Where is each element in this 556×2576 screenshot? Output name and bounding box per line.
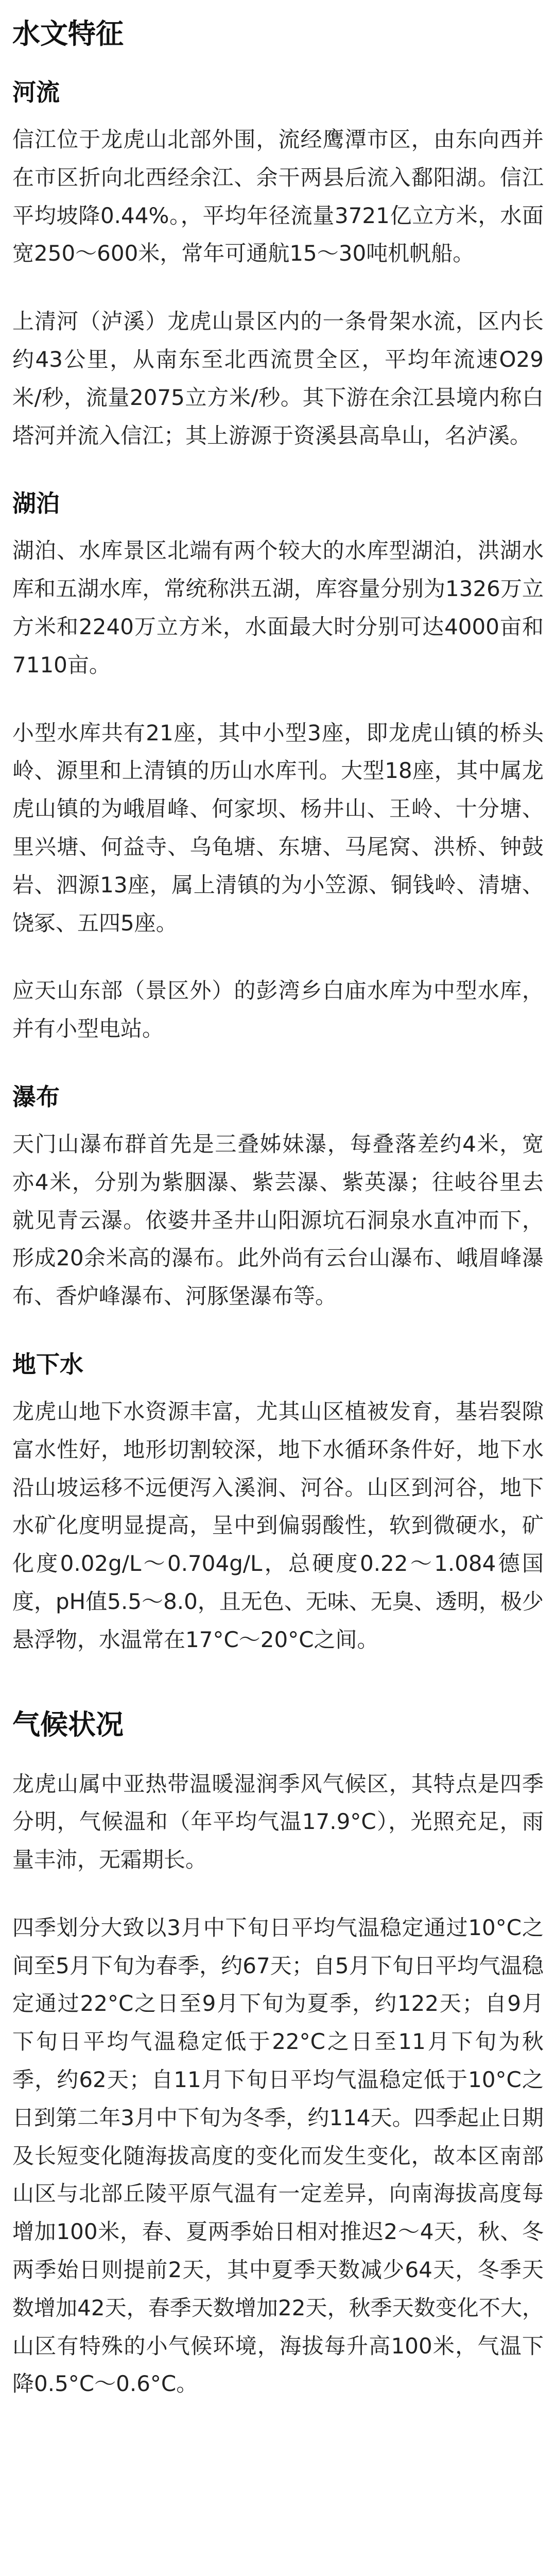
waterfall-paragraph-1: 天门山瀑布群首先是三叠姊妹瀑，每叠落差约4米，宽亦4米，分别为紫胭瀑、紫芸瀑、紫英瀑；往岐谷里去就见青云瀑。依婆井圣井山阳源坑石洞泉水直冲而下，形成20余米高的瀑布。此外尚有云台山瀑布、峨眉峰瀑布、香炉峰瀑布、河豚堡瀑布等。 [12, 1131, 544, 1309]
river-paragraph-2: 上清河（泸溪）龙虎山景区内的一条骨架水流，区内长约43公里，从南东至北西流贯全区，平均年流速O29米/秒，流量2075立方米/秒。其下游在余江县境内称白塔河并流入信江；其上游源于资溪县高阜山，名泸溪。 [12, 309, 544, 448]
climate-paragraph-1: 龙虎山属中亚热带温暖湿润季风气候区，其特点是四季分明，气候温和（年平均气温17.9°C），光照充足，雨量丰沛，无霜期长。 [12, 1771, 544, 1873]
lake-paragraph-1: 湖泊、水库景区北端有两个较大的水库型湖泊，洪湖水库和五湖水库，常统称洪五湖，库容量分别为1326万立方米和2240万立方米，水面最大时分别可达4000亩和7110亩。 [12, 538, 544, 677]
lake-paragraph-2: 小型水库共有21座，其中小型3座，即龙虎山镇的桥头岭、源里和上清镇的历山水库刊。大型18座，其中属龙虎山镇的为峨眉峰、何家坝、杨井山、王岭、十分塘、里兴塘、何益寺、乌龟塘、东塘、马尾窝、洪桥、钟鼓岩、泗源13座，属上清镇的为小笠源、铜钱岭、清塘、饶冢、五四5座。 [12, 720, 544, 936]
subheading-lake: 湖泊 [12, 489, 60, 518]
section-title-climate: 气候状况 [12, 1708, 124, 1741]
subheading-waterfall: 瀑布 [12, 1082, 60, 1111]
subheading-groundwater: 地下水 [12, 1350, 83, 1378]
groundwater-paragraph-1: 龙虎山地下水资源丰富，尤其山区植被发育，基岩裂隙富水性好，地形切割较深，地下水循环条件好，地下水沿山坡运移不远便泻入溪涧、河谷。山区到河谷，地下水矿化度明显提高，呈中到偏弱酸性，软到微硬水，矿化度0.02g/L～0.704g/L，总硬度0.22～1.084德国度，pH值5.5～8.0，且无色、无味、无臭、透明，极少悬浮物，水温常在17°C～20°C之间。 [12, 1398, 544, 1652]
river-paragraph-1: 信江位于龙虎山北部外围，流经鹰潭市区，由东向西并在市区折向北西经余江、余干两县后流入鄱阳湖。信江平均坡降0.44%。，平均年径流量3721亿立方米，水面宽250～600米，常年可通航15～30吨机帆船。 [12, 127, 544, 266]
section-title-hydrology: 水文特征 [12, 18, 124, 50]
subheading-river: 河流 [12, 78, 60, 106]
climate-paragraph-2: 四季划分大致以3月中下旬日平均气温稳定通过10°C之间至5月下旬为春季，约67天；自5月下旬日平均气温稳定通过22°C之日至9月下旬为夏季，约122天；自9月下旬日平均气温稳定低于22°C之日至11月下旬为秋季，约62天；自11月下旬日平均气温稳定低于10°C之日到第二年3月中下旬为冬季，约114天。四季起止日期及长短变化随海拔高度的变化而发生变化，故本区南部山区与北部丘陵平原气温有一定差异，向南海拔高度每增加100米，春、夏两季始日相对推迟2～4天，秋、冬两季始日则提前2天，其中夏季天数减少64天，冬季天数增加42天，春季天数增加22天，秋季天数变化不大，山区有特殊的小气候环境，海拔每升高100米，气温下降0.5°C～0.6°C。 [12, 1914, 544, 2397]
lake-paragraph-3: 应天山东部（景区外）的彭湾乡白庙水库为中型水库，并有小型电站。 [12, 978, 544, 1042]
